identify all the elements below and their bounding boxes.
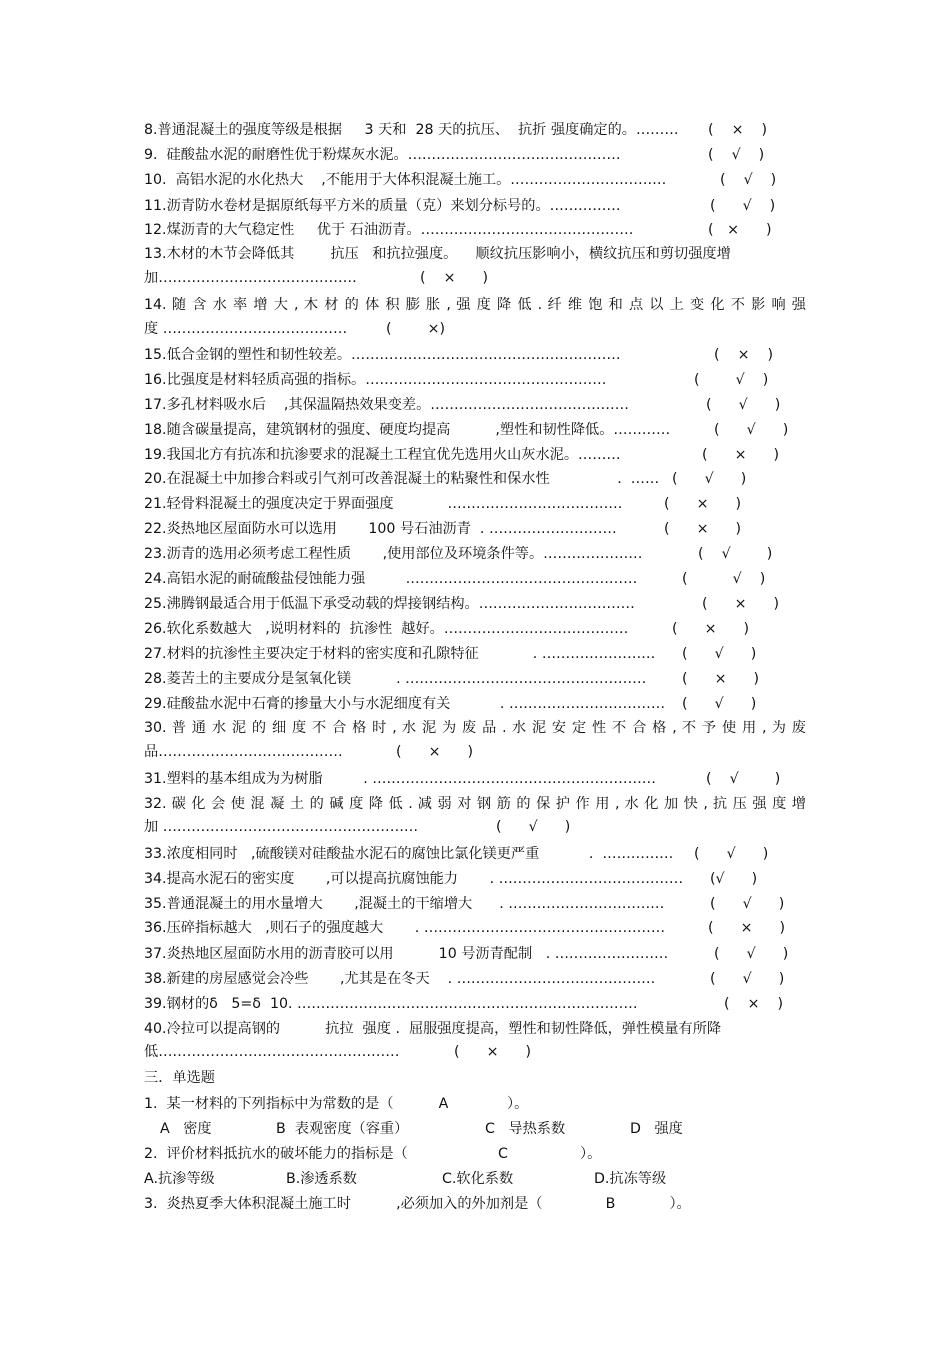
judge-mark: ( × ) (702, 447, 780, 463)
judge-mark: ( × ) (682, 671, 760, 687)
judge-text: 38.新建的房屋感觉会冷些 ,尤其是在冬天 . …………………………………… (144, 971, 656, 987)
question-text: 3. 炎热夏季大体积混凝土施工时 ,必须加入的外加剂是（ B ）。 (144, 1196, 691, 1212)
judge-mark: ( × ) (672, 621, 750, 637)
option-b: B 表观密度（容重） (276, 1121, 409, 1137)
judge-text: 8.普通混凝土的强度等级是根据 3 天和 28 天的抗压、 抗折 强度确定的。……… (144, 122, 679, 138)
judge-text: 32. 碳 化 会 使 混 凝 土 的 碱 度 降 低 . 减 弱 对 钢 筋 的 保 护 作 用 , 水 化 加 快 , 抗 压 强 度 增 (144, 796, 806, 812)
judge-item-9 (144, 144, 621, 166)
judge-item-30-line2 (144, 741, 343, 763)
judge-mark: ( × ) (708, 920, 786, 936)
question-text: 1. 某一材料的下列指标中为常数的是（ A ）。 (144, 1096, 529, 1112)
judge-item-39 (144, 993, 638, 1015)
judge-text: 22.炎热地区屋面防水可以选用 100 号石油沥青 . ……………………… (144, 521, 617, 537)
judge-item-14-line1 (144, 294, 806, 316)
judge-text: 14. 随 含 水 率 增 大 , 木 材 的 体 积 膨 胀 , 强 度 降 低 . 纤 维 饱 和 点 以 上 变 化 不 影 响 强 (144, 297, 806, 313)
judge-item-19 (144, 444, 621, 466)
option-d: D.抗冻等级 (594, 1171, 667, 1187)
judge-mark: ( √ ) (706, 397, 781, 413)
judge-text: 19.我国北方有抗冻和抗渗要求的混凝土工程宜优先选用火山灰水泥。……… (144, 447, 621, 463)
judge-item-40-line1 (144, 1018, 721, 1040)
judge-mark: (√ ) (710, 871, 758, 887)
judge-mark: ( √ ) (714, 422, 789, 438)
judge-mark: ( × ) (724, 996, 784, 1012)
judge-item-27 (144, 643, 655, 665)
question-text: 2. 评价材料抵抗水的破坏能力的指标是（ C ）。 (144, 1146, 602, 1162)
judge-item-37 (144, 943, 668, 965)
judge-text: 27.材料的抗渗性主要决定于材料的密实度和孔隙特征 . …………………… (144, 646, 656, 662)
judge-item-33 (144, 843, 673, 865)
judge-text: 11.沥青防水卷材是据原纸每平方米的质量（克）来划分标号的。…………… (144, 198, 621, 214)
option-a: A 密度 (160, 1121, 212, 1137)
judge-mark: ( √ ) (672, 471, 747, 487)
judge-item-13-line1 (144, 243, 731, 265)
judge-text: 加…………………………………… (144, 270, 357, 286)
judge-item-23 (144, 543, 642, 565)
judge-item-14-line2 (144, 318, 347, 340)
judge-item-8 (144, 119, 679, 141)
single-q2 (144, 1143, 601, 1165)
judge-mark: ( √ ) (496, 819, 571, 835)
judge-text: 36.压碎指标越大 ,则石子的强度越大 . …………………………………………… (144, 920, 666, 936)
judge-mark: ( × ) (708, 222, 772, 238)
judge-item-31 (144, 768, 656, 790)
judge-item-18 (144, 419, 670, 441)
judge-item-13-line2 (144, 267, 357, 289)
judge-mark: ( √ ) (720, 172, 777, 188)
judge-item-16 (144, 369, 606, 391)
judge-item-32-line1 (144, 793, 806, 815)
judge-text: 37.炎热地区屋面防水用的沥青胶可以用 10 号沥青配制 . …………………… (144, 946, 669, 962)
judge-item-24 (144, 568, 637, 590)
judge-text: 23.沥青的选用必须考虑工程性质 ,使用部位及环境条件等。………………… (144, 546, 643, 562)
judge-text: 16.比强度是材料轻质高强的指标。…………………………………………… (144, 372, 607, 388)
judge-item-20 (144, 468, 659, 490)
judge-item-35 (144, 893, 664, 915)
single-q1 (144, 1093, 528, 1115)
judge-item-40-line2 (144, 1041, 399, 1063)
judge-mark: ( √ ) (694, 372, 769, 388)
judge-item-29 (144, 693, 665, 715)
judge-text: 13.木材的木节会降低其 抗压 和抗拉强度。 顺纹抗压影响小，横纹抗压和剪切强度增 (144, 246, 731, 262)
judge-text: 12.煤沥青的大气稳定性 优于 石油沥青。……………………………………… (144, 222, 634, 238)
judge-text: 28.菱苦土的主要成分是氢氧化镁 . …………………………………………… (144, 671, 647, 687)
judge-mark: ( √ ) (682, 696, 757, 712)
judge-item-22 (144, 518, 617, 540)
judge-text: 21.轻骨料混凝土的强度决定于界面强度 .……………………………… (144, 496, 623, 512)
judge-mark: ( √ ) (708, 147, 765, 163)
judge-mark: ( √ ) (710, 198, 776, 214)
judge-mark: ( ×) (386, 321, 446, 337)
judge-mark: ( × ) (714, 347, 774, 363)
judge-text: 29.硅酸盐水泥中石膏的掺量大小与水泥细度有关 . …………………………… (144, 696, 666, 712)
option-c: C 导热系数 (485, 1121, 566, 1137)
judge-text: 24.高铝水泥的耐硫酸盐侵蚀能力强 .………………………………………… (144, 571, 638, 587)
judge-mark: ( × ) (454, 1044, 532, 1060)
judge-mark: ( √ ) (714, 946, 789, 962)
judge-text: 品………………………………… (144, 744, 343, 760)
judge-item-17 (144, 394, 629, 416)
judge-text: 20.在混凝土中加掺合料或引气剂可改善混凝土的粘聚性和保水性 . …… (144, 471, 660, 487)
judge-mark: ( √ ) (710, 896, 785, 912)
judge-mark: ( √ ) (710, 971, 785, 987)
judge-text: 25.沸腾钢最适合用于低温下承受动载的焊接钢结构。…………………………… (144, 596, 635, 612)
judge-mark: ( × ) (702, 596, 780, 612)
judge-mark: ( × ) (664, 521, 742, 537)
judge-text: 18.随含碳量提高，建筑钢材的强度、硬度均提高 ,塑性和韧性降低。………… (144, 422, 671, 438)
judge-mark: ( × ) (420, 270, 489, 286)
judge-item-11 (144, 195, 621, 217)
judge-mark: ( × ) (708, 122, 768, 138)
judge-text: 35.普通混凝土的用水量增大 ,混凝土的干缩增大 . …………………………… (144, 896, 665, 912)
judge-item-26 (144, 618, 628, 640)
judge-text: 15.低合金钢的塑性和韧性较差。………………………………………………… (144, 347, 621, 363)
judge-text: 度 ………………………………… (144, 321, 348, 337)
judge-text: 17.多孔材料吸水后 ,其保温隔热效果变差。…………………………………… (144, 397, 629, 413)
judge-item-15 (144, 344, 621, 366)
judge-text: 34.提高水泥石的密实度 ,可以提高抗腐蚀能力 . ………………………………… (144, 871, 684, 887)
judge-text: 33.浓度相同时 ,硫酸镁对硅酸盐水泥石的腐蚀比氯化镁更严重 . …………… (144, 846, 674, 862)
judge-text: 30. 普 通 水 泥 的 细 度 不 合 格 时 , 水 泥 为 废 品 . 水 泥 安 定 性 不 合 格 , 不 予 使 用 , 为 废 (144, 720, 806, 736)
judge-mark: ( √ ) (698, 546, 773, 562)
section-heading-single-choice: 三．单选题 (144, 1070, 215, 1086)
judge-text: 39.钢材的δ 5=δ 10. ……………………………………………………………… (144, 996, 638, 1012)
judge-text: 低…………………………………………… (144, 1044, 400, 1060)
judge-text: 26.软化系数越大 ,说明材料的 抗渗性 越好。………………………………… (144, 621, 629, 637)
judge-mark: ( √ ) (682, 646, 757, 662)
judge-mark: ( × ) (396, 744, 474, 760)
judge-item-10 (144, 169, 666, 191)
judge-item-38 (144, 968, 655, 990)
judge-text: 31.塑料的基本组成为为树脂 . …………………………………………………… (144, 771, 656, 787)
judge-mark: ( √ ) (706, 771, 781, 787)
judge-item-25 (144, 593, 635, 615)
judge-mark: ( √ ) (694, 846, 769, 862)
option-d: D 强度 (630, 1121, 683, 1137)
judge-text: 9. 硅酸盐水泥的耐磨性优于粉煤灰水泥。……………………………………… (144, 147, 621, 163)
judge-text: 加 ……………………………………………… (144, 819, 419, 835)
judge-item-36 (144, 917, 665, 939)
judge-item-34 (144, 868, 683, 890)
judge-mark: ( √ ) (682, 571, 766, 587)
judge-item-28 (144, 668, 646, 690)
judge-item-21 (144, 493, 622, 515)
judge-item-32-line2 (144, 816, 418, 838)
option-c: C.软化系数 (442, 1171, 514, 1187)
judge-item-30-line1 (144, 717, 806, 739)
single-q3 (144, 1193, 691, 1215)
judge-text: 40.冷拉可以提高钢的 抗拉 强度 . 屈服强度提高，塑性和韧性降低，弹性模量有所降 (144, 1021, 722, 1037)
judge-mark: ( × ) (664, 496, 742, 512)
option-b: B.渗透系数 (286, 1171, 357, 1187)
judge-item-12 (144, 219, 633, 241)
judge-text: 10. 高铝水泥的水化热大 ,不能用于大体积混凝土施工。…………………………… (144, 172, 667, 188)
option-a: A.抗渗等级 (144, 1171, 215, 1187)
